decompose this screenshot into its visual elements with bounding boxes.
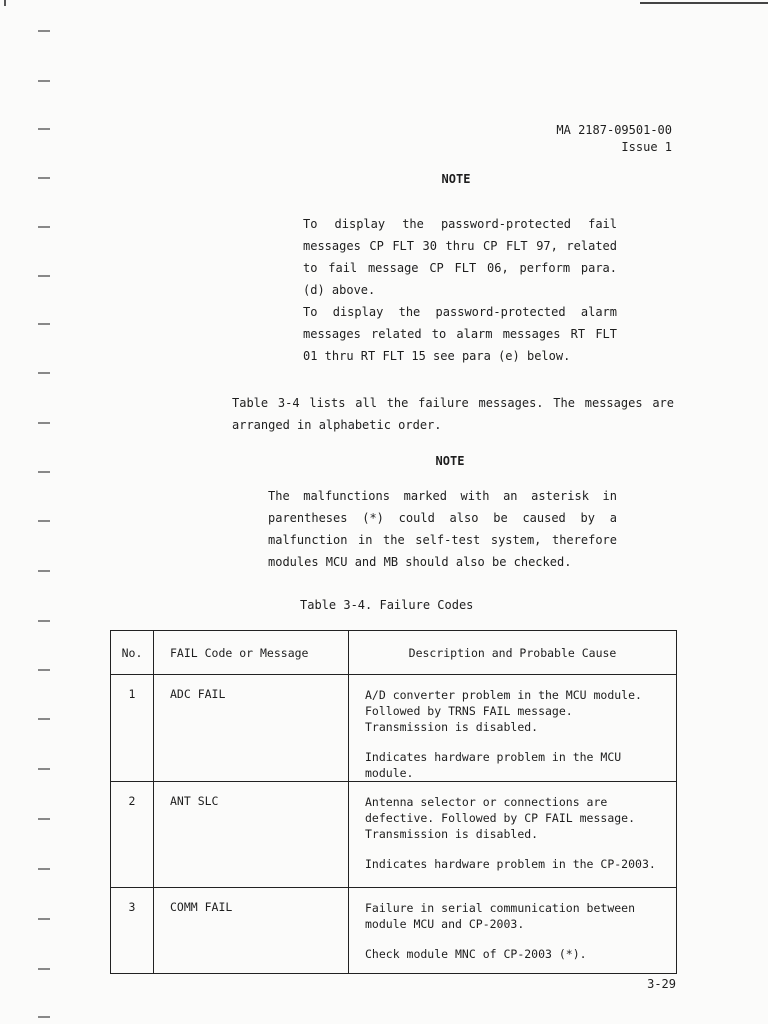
table-caption: Table 3-4. Failure Codes: [300, 598, 474, 612]
description-text: Antenna selector or connections are defective. Followed by CP FAIL message. Transmission is disabled.: [365, 795, 636, 841]
description-note: Check module MNC of CP-2003 (*).: [365, 947, 587, 961]
failure-codes-table: [110, 630, 677, 974]
page-number: 3-29: [647, 977, 676, 991]
note-line: To display the password-protected fail: [303, 217, 617, 231]
description-note: Indicates hardware problem in the MCU module.: [365, 750, 622, 780]
note-line: The malfunctions marked with an asterisk in: [268, 489, 617, 503]
note-malfunctions: [268, 485, 617, 573]
row-number: 3: [111, 888, 154, 974]
fail-code: ADC FAIL: [154, 675, 349, 782]
fail-code: ANT SLC: [154, 782, 349, 888]
top-rule: [640, 2, 768, 4]
fail-description: [349, 888, 677, 974]
table-header-row: [111, 631, 677, 675]
table-row: [111, 782, 677, 888]
intro-line: arranged in alphabetic order.: [232, 418, 442, 432]
intro-line: Table 3-4 lists all the failure messages. The messages are: [232, 396, 674, 410]
note-line: parentheses (*) could also be caused by a: [268, 511, 617, 525]
fail-description: [349, 675, 677, 782]
description-text: Failure in serial communication between module MCU and CP-2003.: [365, 901, 636, 931]
note-line: To display the password-protected alarm: [303, 305, 617, 319]
description-note: Indicates hardware problem in the CP-2003.: [365, 857, 656, 871]
row-number: 2: [111, 782, 154, 888]
table-row: [111, 675, 677, 782]
note-password-messages: [303, 213, 617, 367]
note-line: (d) above.: [303, 283, 376, 297]
fail-code: COMM FAIL: [154, 888, 349, 974]
row-number: 1: [111, 675, 154, 782]
note-title: NOTE: [441, 172, 471, 186]
scan-edge-mark: [4, 0, 6, 6]
note-title: NOTE: [435, 454, 465, 468]
column-header-no: No.: [111, 631, 154, 675]
column-header-description: Description and Probable Cause: [349, 631, 677, 675]
doc-number: MA 2187-09501-00: [556, 123, 672, 137]
note-line: messages related to alarm messages RT FLT: [303, 327, 617, 341]
note-line: to fail message CP FLT 06, perform para.: [303, 261, 617, 275]
note-line: modules MCU and MB should also be checked.: [268, 555, 572, 569]
fail-description: [349, 782, 677, 888]
note-line: malfunction in the self-test system, therefore: [268, 533, 617, 547]
column-header-code: FAIL Code or Message: [154, 631, 349, 675]
intro-paragraph: [232, 392, 674, 436]
issue-label: Issue 1: [621, 140, 672, 154]
note-line: messages CP FLT 30 thru CP FLT 97, related: [303, 239, 617, 253]
document-header: [556, 122, 672, 156]
note-line: 01 thru RT FLT 15 see para (e) below.: [303, 349, 571, 363]
table-row: [111, 888, 677, 974]
description-text: A/D converter problem in the MCU module. Followed by TRNS FAIL message. Transmission is disabled.: [365, 688, 642, 734]
